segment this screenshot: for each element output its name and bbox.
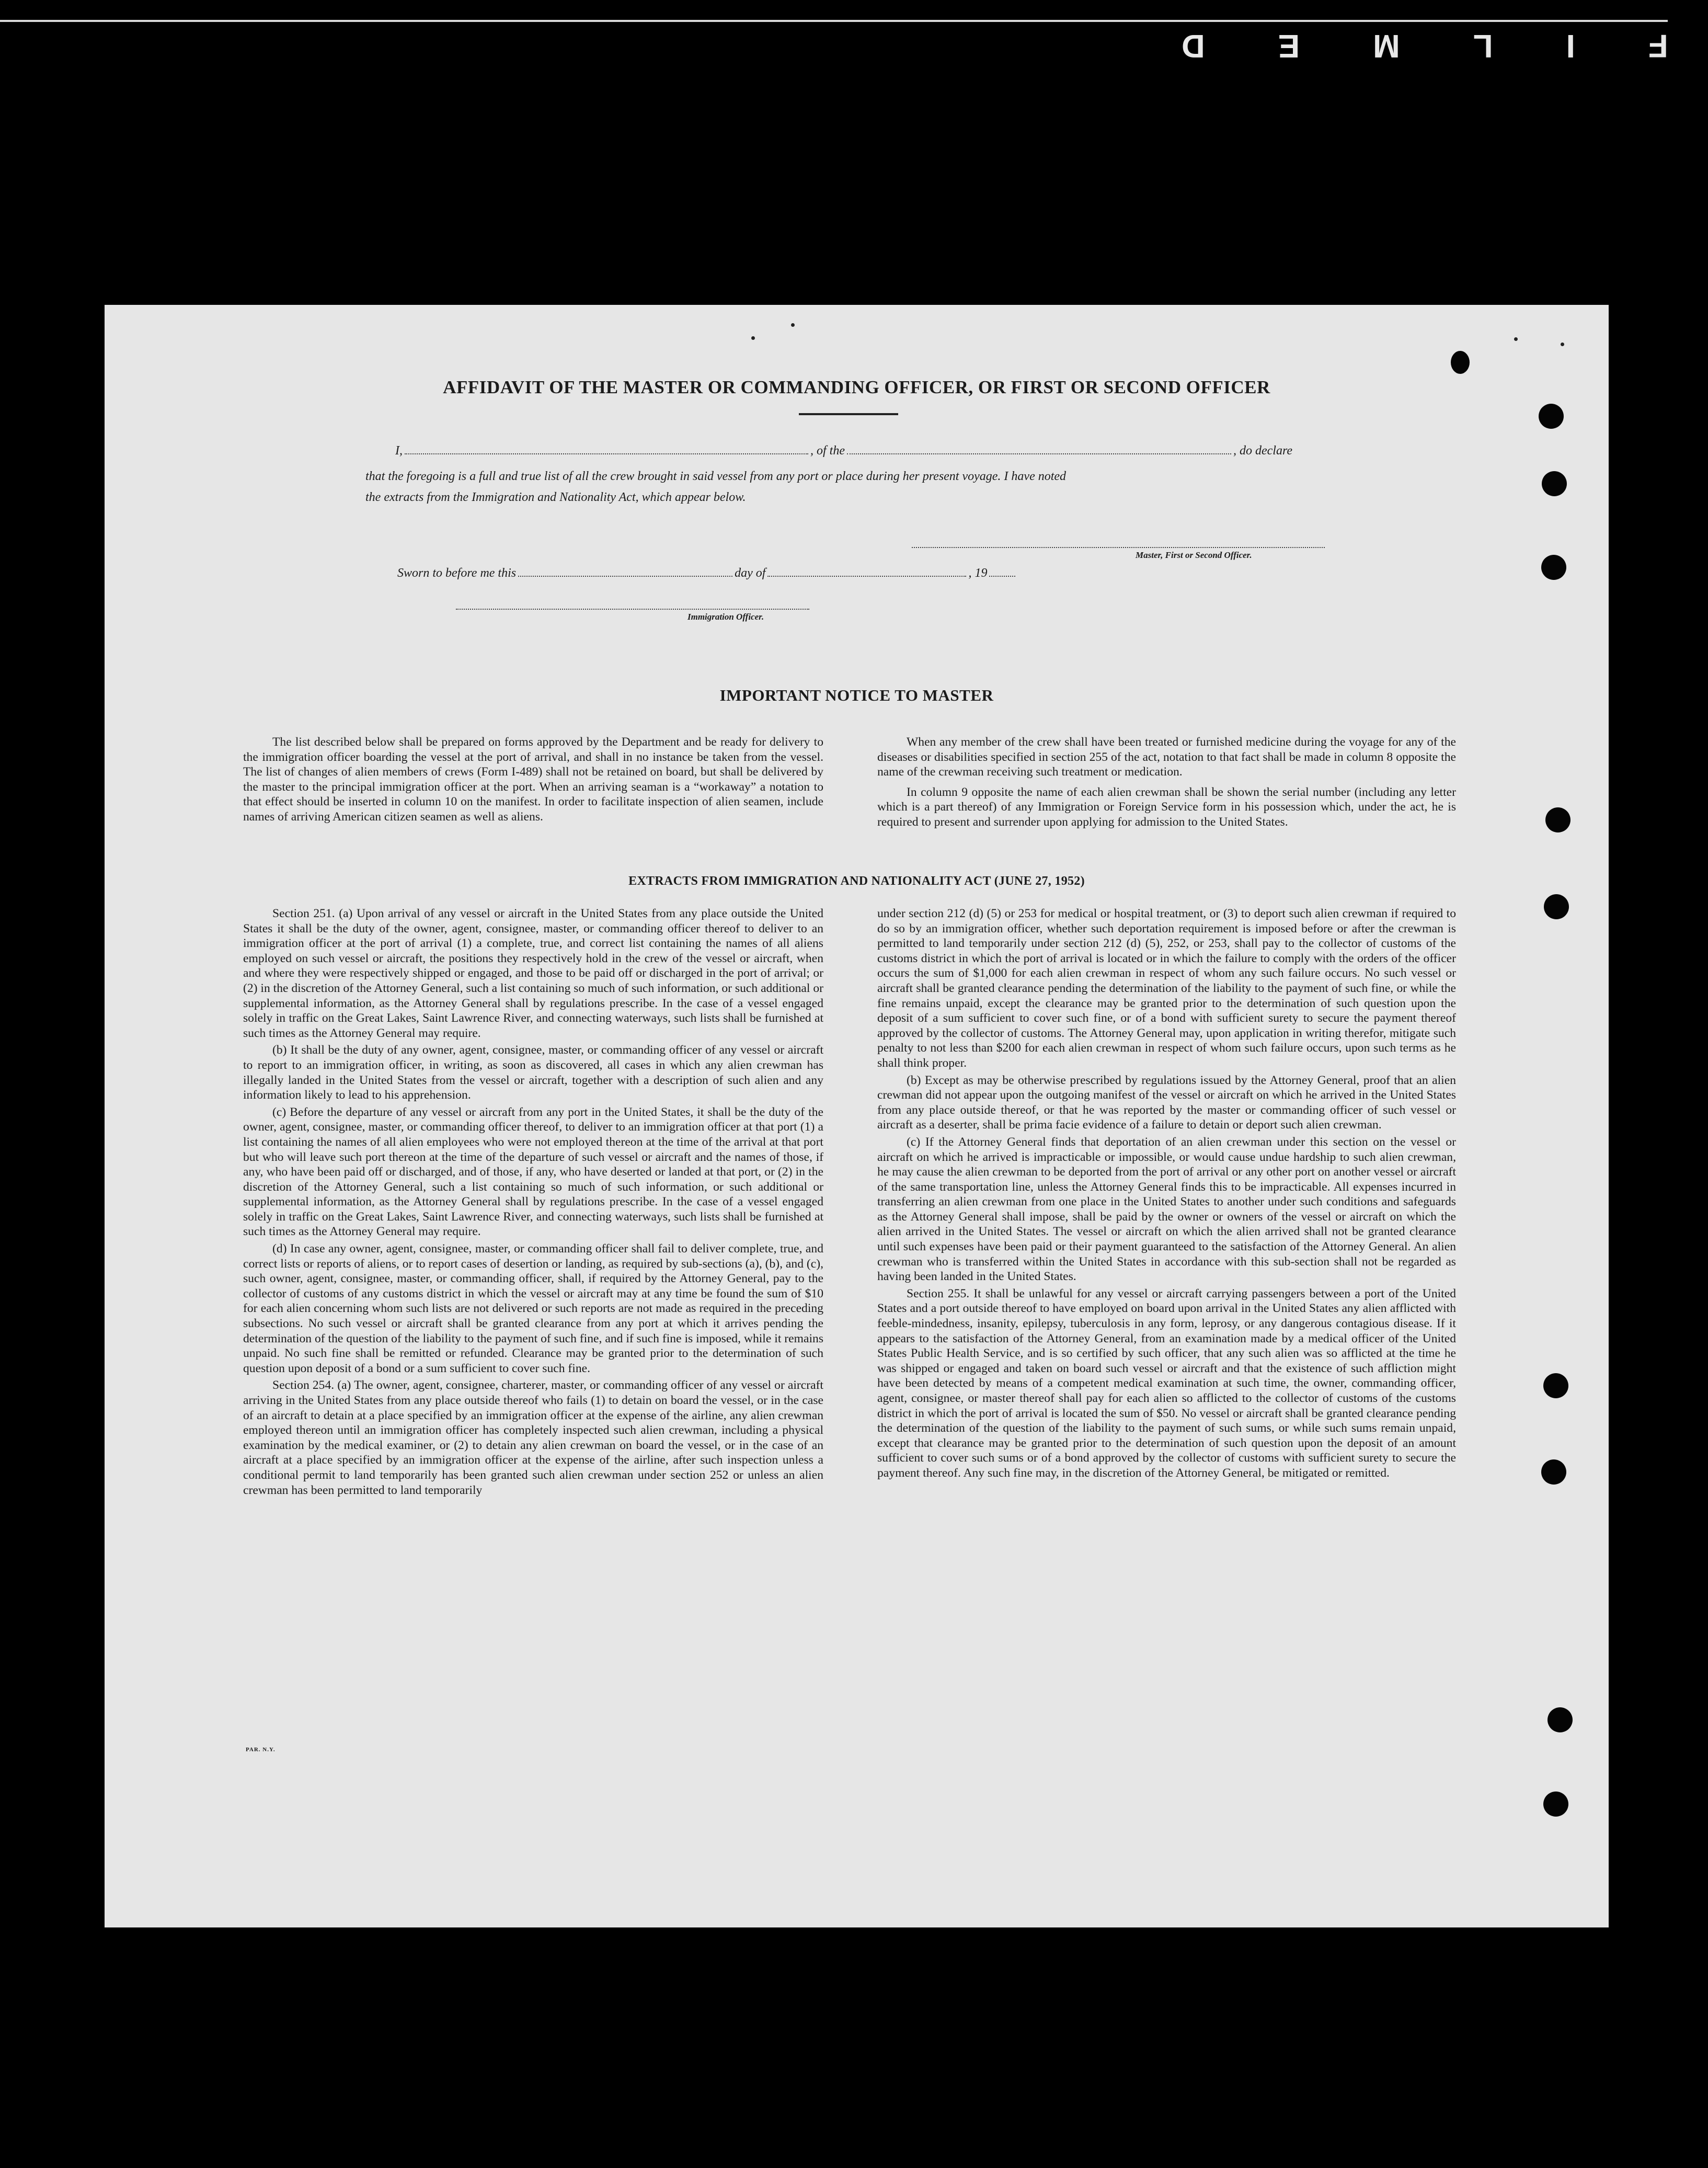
affidavit-line-2: that the foregoing is a full and true list of all the crew brought in said vessel from any port or place during her present voyage. I have noted [365, 470, 1067, 483]
extracts-left-column [243, 906, 823, 1498]
sworn-year-blank[interactable] [989, 565, 1015, 577]
punch-hole [1541, 555, 1566, 580]
master-signature-line[interactable] [912, 547, 1325, 548]
name-blank[interactable] [405, 443, 808, 454]
immigration-officer-signature-line[interactable] [456, 609, 809, 610]
extract-paragraph: Section 255. It shall be unlawful for any vessel or aircraft carrying passengers between a port of the United States and a port outside thereof to have employed on board upon arrival in the United States any alien afflicted with feeble-mindedness, insanity, epilepsy, tuberculosis in any form, leprosy, or any dangerous contagious disease. If it appears to the satisfaction of the Attorney General, from an examination made by a medical officer of the United States Public Health Service, and is so certified by such officer, that any such alien was so afflicted at the time he was shipped or engaged and taken on board such vessel or aircraft and that the existence of such affliction might have been detected by means of a competent medical examination at such time, the owner, commanding officer, agent, consignee, or master thereof shall pay for each alien so afflicted to the collector of customs of the customs district in which the port of arrival is located the sum of $50. No vessel or aircraft shall be granted clearance pending the determination of the question of the liability to the payment of such sums, or while such sums remain unpaid, except that clearance may be granted prior to the determination of such question upon the deposit of an amount sufficient to cover such sums or of a bond approved by the collector of customs with sufficient surety to secure the payment thereof. Any such fine may, in the discretion of the Attorney General, be mitigated or remitted. [877, 1286, 1456, 1480]
notice-paragraph: The list described below shall be prepared on forms approved by the Department and be ready for delivery to the immigration officer boarding the vessel at the port of arrival, and shall in no instance be taken from the vessel. The list of changes of alien members of crews (Form I-489) shall not be retained on board, but shall be delivered by the master to the principal immigration officer at the port. When an arriving seaman is a “workaway” a notation to that effect should be inserted in column 10 on the manifest. In order to facilitate inspection of alien seamen, include names of arriving American citizen seamen as well as aliens. [243, 735, 823, 824]
notice-left-column [243, 735, 823, 825]
punch-hole [1545, 807, 1571, 832]
printer-mark: PAR. N.Y. [246, 1747, 276, 1753]
sworn-label: Sworn to before me this [397, 566, 517, 580]
sworn-line [397, 565, 1017, 581]
punch-hole [1451, 351, 1470, 374]
speck [1514, 337, 1518, 341]
do-declare-label: , do declare [1233, 444, 1293, 458]
extract-paragraph: Section 251. (a) Upon arrival of any vessel or aircraft in the United States from any place outside the United States it shall be the duty of the owner, agent, consignee, master, or commanding officer thereof to deliver to an immigration officer at the port of arrival (1) a complete, true, and correct list containing the names of all aliens employed on such vessel or aircraft, the positions they respectively hold in the crew of the vessel or aircraft, when and where they were respectively shipped or engaged, and those to be paid off or discharged in the port of arrival; or (2) in the discretion of the Attorney General, such a list containing so much of such information, or such additional or supplemental information, as the Attorney General shall by regulations prescribe. In the case of a vessel engaged solely in traffic on the Great Lakes, Saint Lawrence River, and connecting waterways, such lists shall be furnished at such times as the Attorney General may require. [243, 907, 823, 1040]
of-the-label: , of the [810, 444, 845, 458]
film-edge-marks: FILMED [1108, 28, 1668, 64]
sworn-month-blank[interactable] [767, 565, 966, 577]
film-edge-line [0, 20, 1668, 22]
extracts-title: EXTRACTS FROM IMMIGRATION AND NATIONALITY ACT (JUNE 27, 1952) [628, 874, 1085, 888]
punch-hole [1543, 1792, 1568, 1817]
affidavit-line-1 [395, 443, 1292, 459]
punch-hole [1541, 1459, 1566, 1485]
affidavit-title: AFFIDAVIT OF THE MASTER OR COMMANDING OFFICER, OR FIRST OR SECOND OFFICER [443, 377, 1270, 397]
day-of-label: day of [735, 566, 766, 580]
extracts-right-column [877, 906, 1456, 1481]
affidavit-line-3: the extracts from the Immigration and Nationality Act, which appear below. [365, 490, 746, 504]
speck [751, 336, 755, 340]
immigration-officer-label: Immigration Officer. [687, 612, 764, 622]
punch-hole [1547, 1707, 1573, 1732]
speck [791, 323, 795, 327]
punch-hole [1539, 404, 1564, 429]
extract-paragraph: (c) Before the departure of any vessel or aircraft from any port in the United States, it shall be the duty of the owner, agent, consignee, master, or commanding officer thereof, to deliver to an immigration officer at that port (1) a list containing the names of all alien employees who were not employed thereon at the time of the arrival at that port but who will leave such port thereon at the time of the departure of such vessel or aircraft and the names of those, if any, who have been paid off or discharged, and of those, if any, who have deserted or landed at that port, or (2) in the discretion of the Attorney General, such a list containing so much of such information, or such additional or supplemental information, as the Attorney General shall by regulations prescribe. In the case of a vessel engaged solely in traffic on the Great Lakes, Saint Lawrence River, and connecting waterways, such lists shall be furnished at such times as the Attorney General may require. [243, 1105, 823, 1239]
extract-paragraph: Section 254. (a) The owner, agent, consignee, charterer, master, or commanding officer of any vessel or aircraft arriving in the United States from any place outside thereof who fails (1) to detain on board the vessel, or in the case of an aircraft to detain at a place specified by an immigration officer at the expense of the airline, any alien crewman employed thereon until an immigration officer has completely inspected such alien crewman, including a physical examination by the medical examiner, or (2) to detain any alien crewman on board the vessel, or in the case of an aircraft at a place specified by an immigration officer at the expense of the airline, after such inspection unless a conditional permit to land temporarily has been granted such alien crewman under section 252 or unless an alien crewman has been permitted to land temporarily [243, 1378, 823, 1497]
year-label: , 19 [968, 566, 988, 580]
notice-paragraph: When any member of the crew shall have been treated or furnished medicine during the voyage for any of the diseases or disabilities specified in section 255 of the act, notation to that fact shall be made in column 8 opposite the name of the crewman receiving such treatment or medication. [877, 735, 1456, 779]
notice-right-column [877, 735, 1456, 830]
title-rule [799, 413, 898, 415]
extract-paragraph: (b) Except as may be otherwise prescribed by regulations issued by the Attorney General, proof that an alien crewman did not appear upon the outgoing manifest of the vessel or aircraft on which he arrived in the United States from any place outside thereof, or that he was reported by the master or commanding officer of such vessel or aircraft as a deserter, shall be prima facie evidence of a failure to detain or deport such alien crewman. [877, 1073, 1456, 1132]
notice-title: IMPORTANT NOTICE TO MASTER [719, 686, 994, 704]
extract-paragraph: under section 212 (d) (5) or 253 for medical or hospital treatment, or (3) to deport such alien crewman if required to do so by an immigration officer, whether such deportation requirement is imposed before or after the crewman is permitted to land temporarily under section 212 (d) (5), 252, or 253, shall pay to the collector of customs of the customs district in which the port of arrival is located or in which the failure to comply with the orders of the officer occurs the sum of $1,000 for each alien crewman in respect of whom any such failure occurs. No such vessel or aircraft shall be granted clearance pending the determination of the liability to the payment of such fine, or while the fine remains unpaid, except the clearance may be granted prior to the determination of such question upon the deposit of a sum sufficient to cover such fine, or of a bond with sufficient surety to secure the payment thereof approved by the collector of customs. The Attorney General may, upon application in writing therefor, mitigate such penalty to not less than $200 for each alien crewman in respect of whom such failure occurs, upon such terms as he shall think proper. [877, 907, 1456, 1070]
extract-paragraph: (b) It shall be the duty of any owner, agent, consignee, master, or commanding officer of any vessel or aircraft to report to an immigration officer, in writing, as soon as discovered, all cases in which any alien crewman has illegally landed in the United States from the vessel or aircraft, together with a description of such alien and any information likely to lead to his apprehension. [243, 1043, 823, 1102]
master-signature-label: Master, First or Second Officer. [1136, 550, 1252, 560]
punch-hole [1542, 471, 1567, 496]
extract-paragraph: (c) If the Attorney General finds that deportation of an alien crewman under this section on the vessel or aircraft on which he arrived is impracticable or impossible, or would cause undue hardship to such alien crewman, he may cause the alien crewman to be deported from the port of arrival or any other port on another vessel or aircraft of the same transportation line, unless the Attorney General finds this to be impracticable. All expenses incurred in transferring an alien crewman from one place in the United States to another under such conditions and safeguards as the Attorney General shall impose, shall be paid by the owner or owners of the vessel or aircraft on which the alien arrived in the United States. The vessel or aircraft on which the alien arrived shall not be granted clearance until such expenses have been paid or their payment guaranteed to the satisfaction of the Attorney General. An alien crewman who is transferred within the United States in accordance with this sub-section shall not be regarded as having been landed in the United States. [877, 1135, 1456, 1284]
extract-paragraph: (d) In case any owner, agent, consignee, master, or commanding officer shall fail to deliver complete, true, and correct lists or reports of aliens, or to report cases of desertion or landing, as required by sub-sections (a), (b), and (c), such owner, agent, consignee, master, or commanding officer, shall, if required by the Attorney General, pay to the collector of customs of any customs district in which the vessel or aircraft may at any time be found the sum of $10 for each alien concerning whom such lists are not delivered or such reports are not made as required in the preceding subsections. No such vessel or aircraft shall be granted clearance from any port at which it arrives pending the determination of the question of the liability to the payment of such fine, and if such fine is imposed, while it remains unpaid. No such fine shall be remitted or refunded. Clearance may be granted prior to the determination of such question upon deposit of a bond or a sum sufficient to cover such fine. [243, 1242, 823, 1375]
vessel-blank[interactable] [847, 443, 1231, 454]
punch-hole [1544, 894, 1569, 919]
speck [1561, 343, 1564, 346]
notice-paragraph: In column 9 opposite the name of each alien crewman shall be shown the serial number (including any letter which is a part thereof) of any Immigration or Foreign Service form in his possession which, under the act, he is required to present and surrender upon applying for admission to the United States. [877, 785, 1456, 829]
punch-hole [1543, 1373, 1568, 1398]
i-label: I, [395, 444, 403, 458]
sworn-day-blank[interactable] [518, 565, 732, 577]
document-page [105, 305, 1609, 1927]
